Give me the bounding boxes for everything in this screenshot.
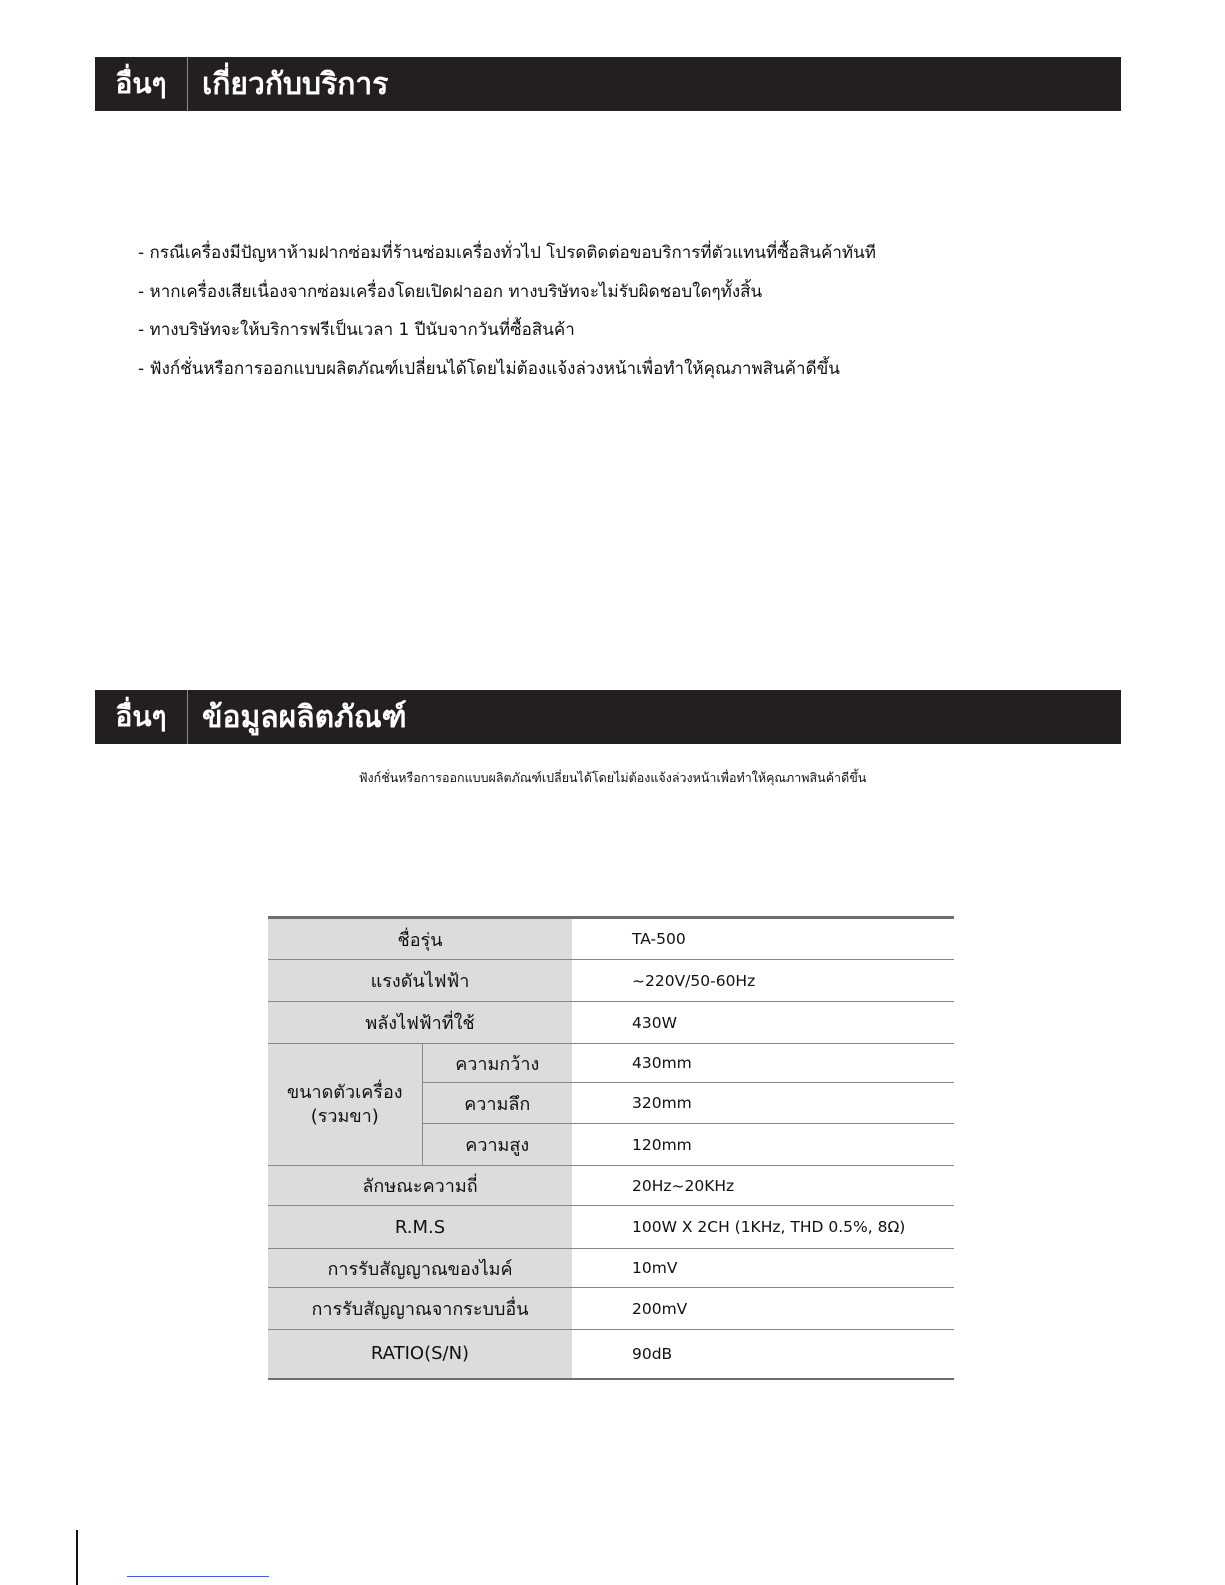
spec-row [268, 918, 954, 960]
section-title: เกี่ยวกับบริการ [202, 66, 389, 102]
spec-label: แรงดันไฟฟ้า [268, 960, 572, 1002]
section-title: ข้อมูลผลิตภัณฑ์ [202, 699, 407, 735]
spec-row [268, 1002, 954, 1044]
product-note: ฟังก์ชั่นหรือการออกแบบผลิตภัณฑ์เปลี่ยนได้โดยไม่ต้องแจ้งล่วงหน้าเพื่อทำให้คุณภาพสินค้าดีขึ้น [358, 770, 867, 785]
spec-table [268, 916, 954, 1380]
service-notes-list [138, 243, 876, 397]
spec-label: การรับสัญญาณของไมค์ [268, 1249, 572, 1288]
spec-label: RATIO(S/N) [268, 1330, 572, 1379]
spec-sublabel: ความกว้าง [422, 1044, 572, 1083]
spec-value: TA-500 [572, 918, 954, 960]
spec-sublabel: ความลึก [422, 1083, 572, 1124]
spec-value: 90dB [572, 1330, 954, 1379]
spec-row [268, 1288, 954, 1330]
spec-row [268, 1044, 954, 1083]
section-header-service [95, 57, 1121, 111]
spec-value: 200mV [572, 1288, 954, 1330]
spec-label: R.M.S [268, 1206, 572, 1249]
spec-value: 100W X 2CH (1KHz, THD 0.5%, 8Ω) [572, 1206, 954, 1249]
spec-row [268, 1206, 954, 1249]
spec-value: 430mm [572, 1044, 954, 1083]
spec-label: พลังไฟฟ้าที่ใช้ [268, 1002, 572, 1044]
spec-label: ชื่อรุ่น [268, 918, 572, 960]
spec-label: ลักษณะความถี่ [268, 1166, 572, 1206]
spec-row [268, 1249, 954, 1288]
spec-value: 320mm [572, 1083, 954, 1124]
service-note: - หากเครื่องเสียเนื่องจากซ่อมเครื่องโดยเปิดฝาออก ทางบริษัทจะไม่รับผิดชอบใดๆทั้งสิ้น [138, 281, 763, 302]
spec-label: การรับสัญญาณจากระบบอื่น [268, 1288, 572, 1330]
spec-value: 10mV [572, 1249, 954, 1288]
spec-row [268, 960, 954, 1002]
margin-rule [76, 1530, 78, 1585]
spec-value: ~220V/50-60Hz [572, 960, 954, 1002]
section-tag: อื่นๆ [95, 690, 188, 744]
section-tag: อื่นๆ [95, 57, 188, 111]
footer-underline [127, 1576, 269, 1577]
section-header-product [95, 690, 1121, 744]
service-note: - ทางบริษัทจะให้บริการฟรีเป็นเวลา 1 ปีนับจากวันที่ซื้อสินค้า [138, 320, 575, 340]
service-note: - กรณีเครื่องมีปัญหาห้ามฝากซ่อมที่ร้านซ่อมเครื่องทั่วไป โปรดติดต่อขอบริการที่ตัวแทนที่ซื้อสินค้าทันที [138, 243, 876, 263]
spec-row [268, 1166, 954, 1206]
spec-row [268, 1330, 954, 1379]
spec-sublabel: ความสูง [422, 1124, 572, 1166]
spec-value: 120mm [572, 1124, 954, 1166]
spec-value: 20Hz~20KHz [572, 1166, 954, 1206]
spec-value: 430W [572, 1002, 954, 1044]
service-note: - ฟังก์ชั่นหรือการออกแบบผลิตภัณฑ์เปลี่ยนได้โดยไม่ต้องแจ้งล่วงหน้าเพื่อทำให้คุณภาพสินค้าดีขึ้น [138, 358, 840, 379]
spec-group-label: ขนาดตัวเครื่อง (รวมขา) [268, 1044, 422, 1166]
